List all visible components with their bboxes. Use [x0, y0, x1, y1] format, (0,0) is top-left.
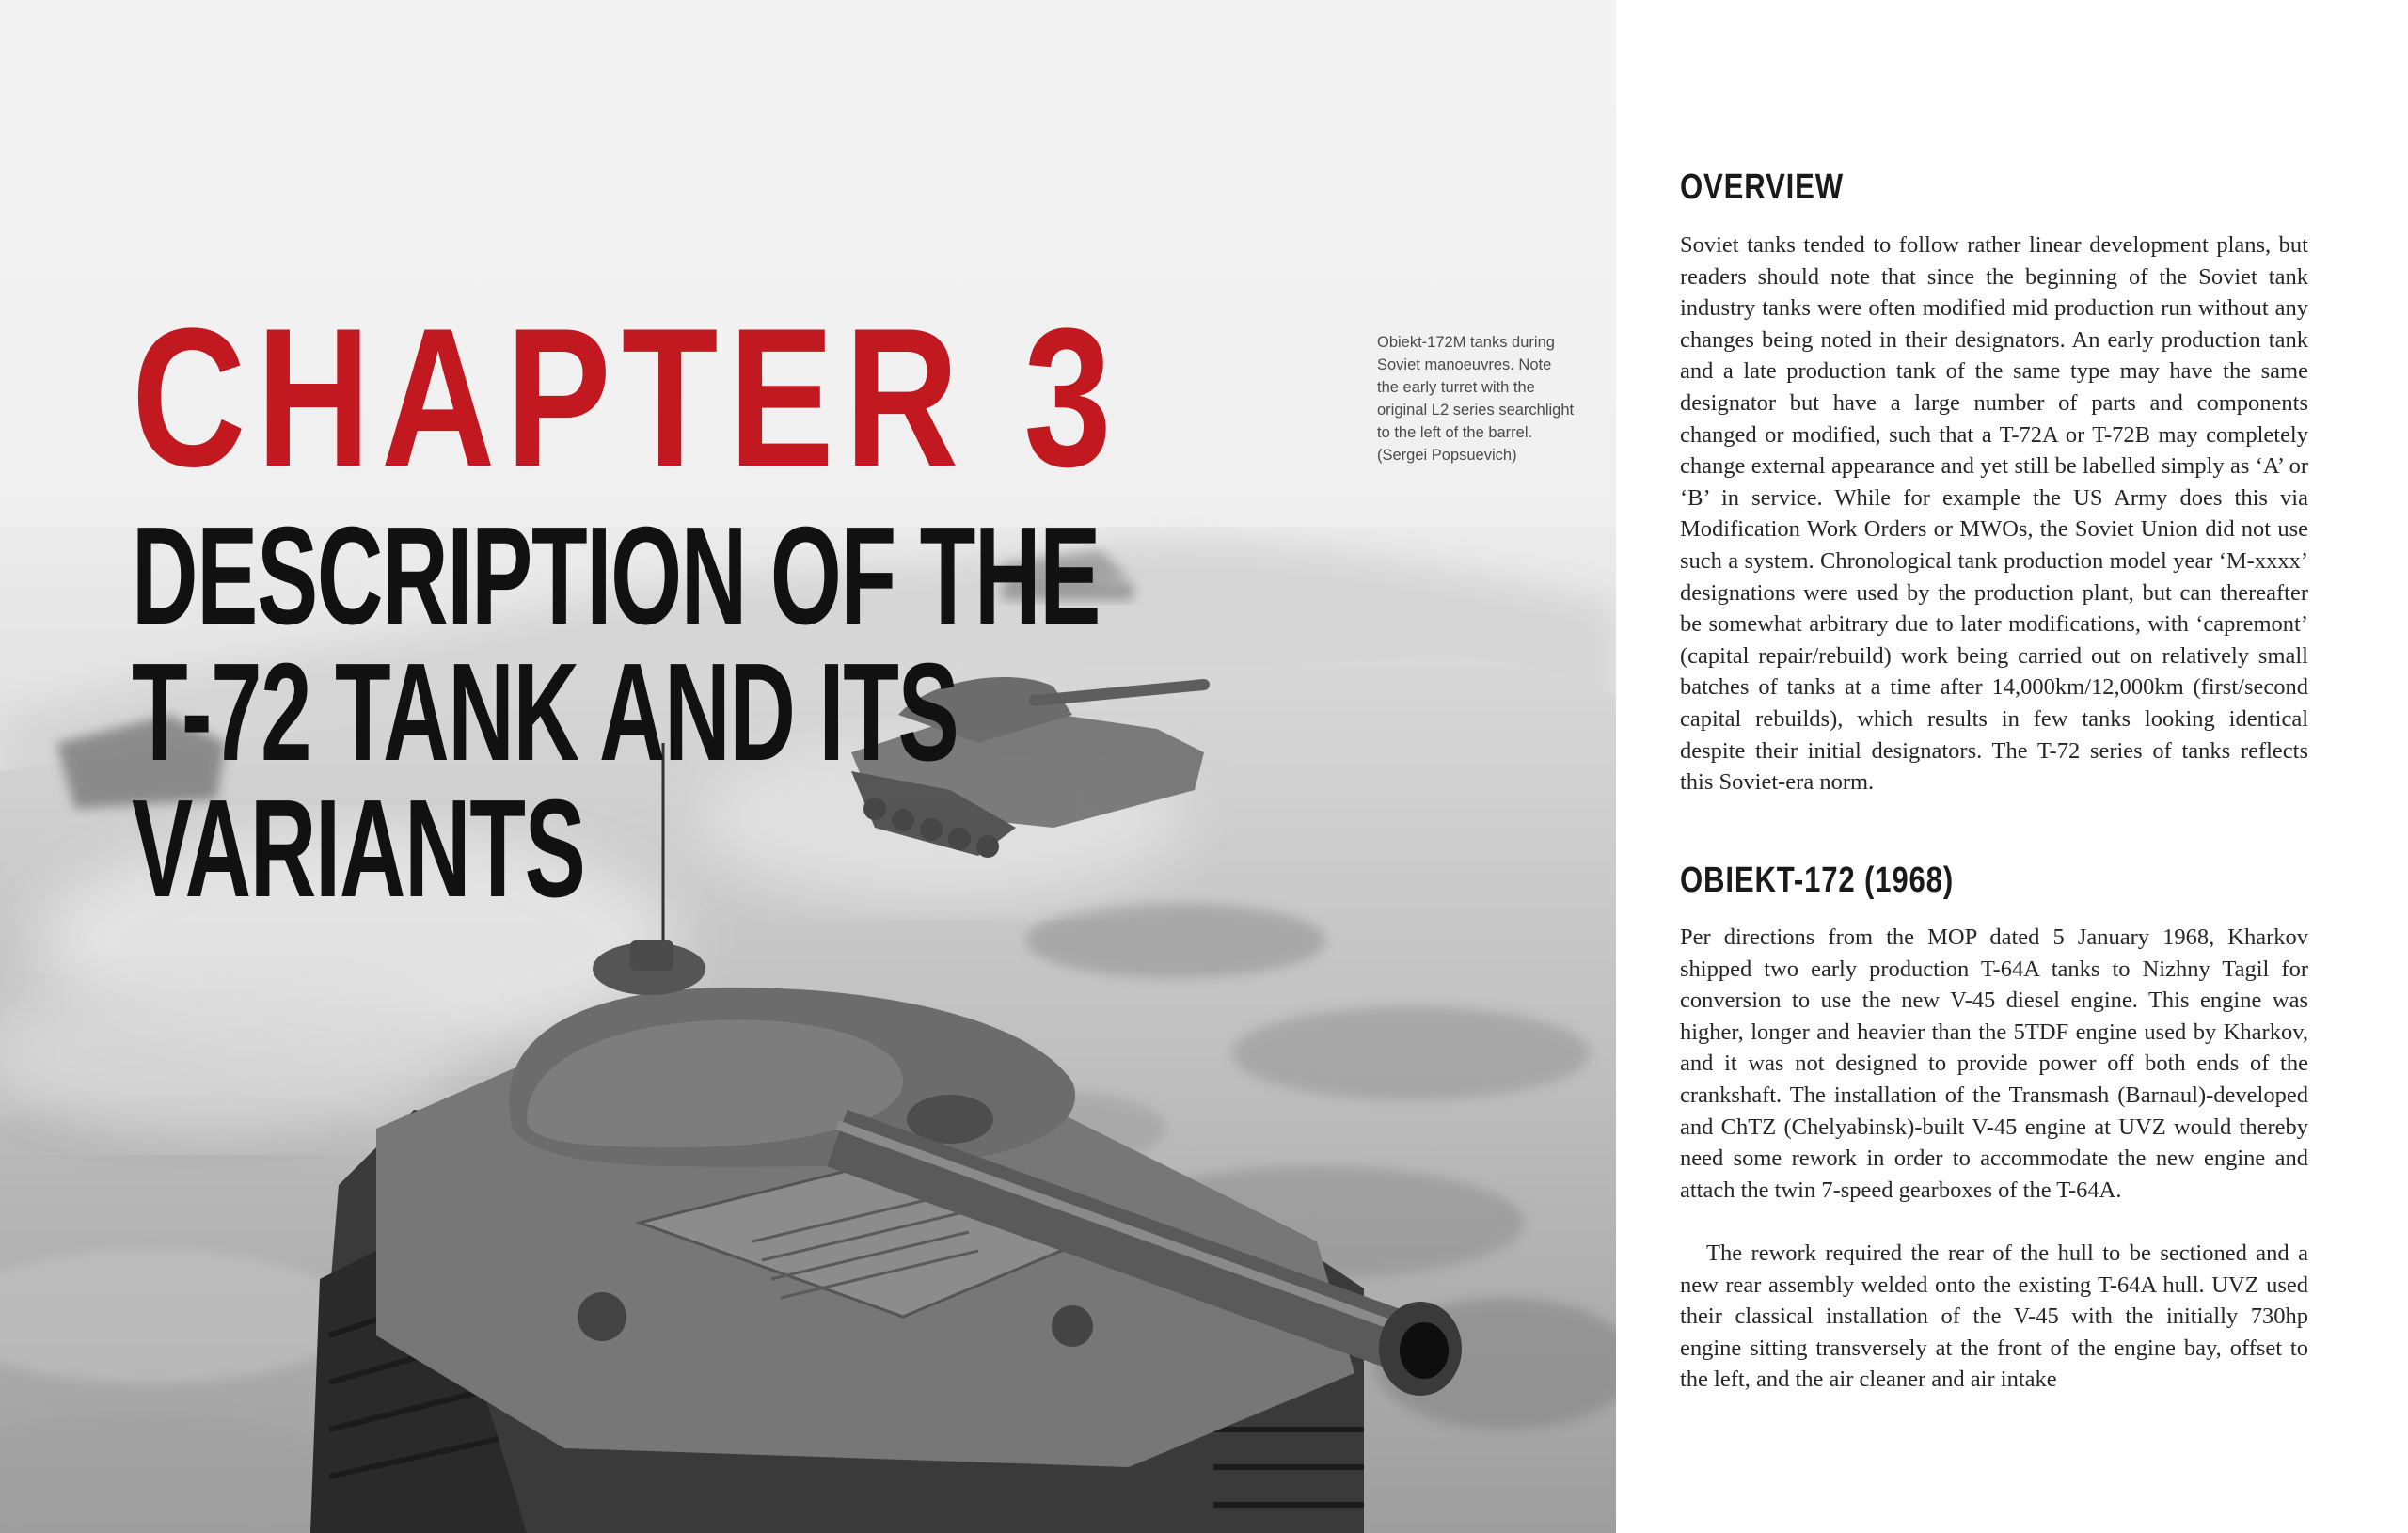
overview-paragraph: Soviet tanks tended to follow rather linear development plans, but readers should note that since the beginning of the Soviet tank industry tanks were often modified mid production run without any changes being noted in their designators. An early production tank and a late production tank of the same type may have the same designator but have a large number of parts and components changed or modified, such that a T-72A or T-72B may completely change external appearance and yet still be labelled simply as ‘A’ or ‘B’ in service. While for example the US Army does this via Modification Work Orders or MWOs, the Soviet Union did not use such a system. Chronological tank production model year ‘M-xxxx’ designations were used by the production plant, but can thereafter be somewhat arbitrary due to later modifications, with ‘capremont’ (capital repair/rebuild) work being carried out on relatively small batches of tanks at a time after 14,000km/12,000km (first/second capital rebuilds), which results in few tanks looking identical despite their initial designators. The T-72 series of tanks reflects this Soviet-era norm.: [1680, 232, 2308, 796]
chapter-title-line: T-72 TANK AND ITS: [132, 635, 958, 791]
obiekt-172-paragraph-1: Per directions from the MOP dated 5 January 1968, Kharkov shipped two early production T-64A tanks to Nizhny Tagil for conversion to use the new V-45 diesel engine. This engine was higher, longer and heavier than the 5TDF engine used by Kharkov, and it was not designed to provide power off both ends of the crankshaft. The installation of the Transmash (Barnaul)-developed and ChTZ (Chelyabinsk)-built V-45 engine at UVZ would thereby need some rework in order to accommodate the new engine and attach the twin 7-speed gearboxes of the T-64A.: [1680, 925, 2308, 1203]
chapter-title-line: VARIANTS: [132, 771, 585, 927]
obiekt-172-paragraph-2: The rework required the rear of the hull to be sectioned and a new rear assembly welded onto the existing T-64A hull. UVZ used their classical installation of the V-45 with the initially 730hp engine sitting transversely at the front of the engine bay, offset to the left, and the air cleaner and air intake: [1680, 1241, 2308, 1393]
chapter-number: CHAPTER 3: [132, 287, 1122, 508]
chapter-title-line: DESCRIPTION OF THE: [132, 498, 1101, 654]
section-heading-obiekt-172: OBIEKT-172 (1968): [1680, 861, 1955, 900]
chapter-title: [132, 498, 1101, 927]
section-heading-overview: OVERVIEW: [1680, 167, 1844, 207]
photo-caption: Obiekt-172M tanks during Soviet manoeuvres. Note the early turret with the original L2 series searchlight to the left of the barrel. (Sergei Popsuevich): [1377, 334, 1575, 464]
